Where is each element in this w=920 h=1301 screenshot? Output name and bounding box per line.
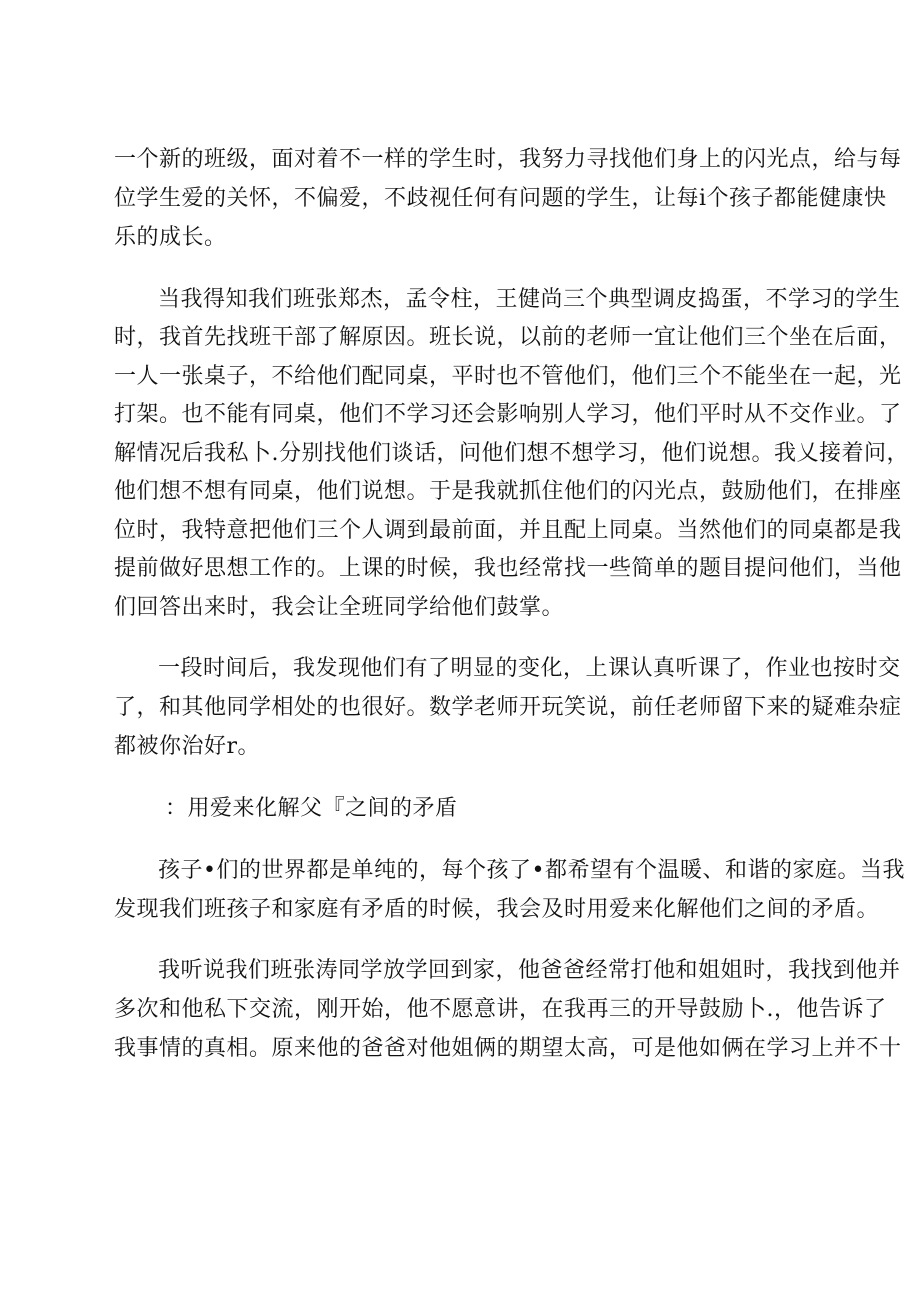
text-line: 一人一张桌子，不给他们配同桌，平时也不管他们，他们三个不能坐在一起，光 xyxy=(114,364,902,389)
text-line: 位学生爱的关怀，不偏爱，不歧视任何有问题的学生，让每i个孩子都能健康快 xyxy=(114,186,887,211)
text-line: 提前做好思想工作的。上课的时候，我也经常找一些简单的题目提问他们，当他 xyxy=(114,556,902,581)
text-line: 们回答出来时，我会让全班同学给他们鼓掌。 xyxy=(114,595,565,620)
text-line: 乐的成长。 xyxy=(114,225,227,250)
text-line: 当我得知我们班张郑杰，孟令柱，王健尚三个典型调皮捣蛋，不学习的学生 xyxy=(158,287,901,312)
text-line: 位时，我特意把他们三个人调到最前面，并且配上同桌。当然他们的同桌都是我 xyxy=(114,518,902,543)
text-line: 我事情的真相。原来他的爸爸对他姐俩的期望太高，可是他如俩在学习上并不十 xyxy=(114,1036,902,1061)
text-line: 都被你治好r。 xyxy=(114,734,261,759)
text-line: 解情况后我私卜.分别找他们谈话，问他们想不想学习，他们说想。我乂接着问， xyxy=(114,441,909,466)
text-line: 时，我首先找班干部了解原因。班长说，以前的老师一宜让他们三个坐在后面， xyxy=(114,325,902,350)
section-heading: ：用爱来化解父『之间的矛盾 xyxy=(165,796,458,821)
text-line: 他们想不想有同桌，他们说想。于是我就抓住他们的闪光点，鼓励他们，在排座 xyxy=(114,479,902,504)
text-line: 多次和他私下交流，刚开始，他不愿意讲，在我再三的开导鼓励卜.，他告诉了 xyxy=(114,997,887,1022)
text-line: 一段时间后，我发现他们有了明显的变化，上课认真听课了，作业也按时交 xyxy=(158,656,901,681)
text-line: 一个新的班级，面对着不一样的学生时，我努力寻找他们身上的闪光点，给与每 xyxy=(114,147,902,172)
text-line: 孩子•们的世界都是单纯的，每个孩了•都希望有个温暖、和谐的家庭。当我 xyxy=(158,858,905,883)
text-line: 了，和其他同学相处的也很好。数学老师开玩笑说，前任老师留下来的疑难杂症 xyxy=(114,695,902,720)
text-line: 打架。也不能有同桌，他们不学习还会影响别人学习，他们平时从不交作业。了 xyxy=(114,402,902,427)
text-line: 我听说我们班张涛同学放学回到家，他爸爸经常打他和姐姐时，我找到他并 xyxy=(158,958,901,983)
text-line: 发现我们班孩子和家庭有矛盾的时候，我会及时用爱来化解他们之间的矛盾。 xyxy=(114,897,880,922)
